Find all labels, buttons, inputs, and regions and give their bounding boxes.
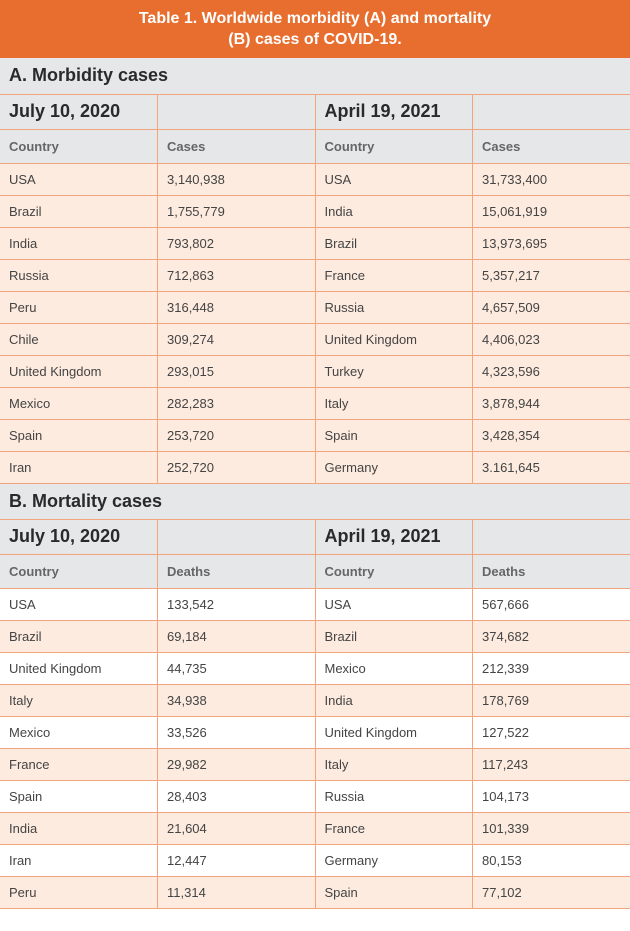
table-row [0,291,630,323]
country-cell: United Kingdom [315,716,473,748]
country-cell: India [0,227,158,259]
value-cell: 374,682 [473,620,630,652]
value-cell: 117,243 [473,748,630,780]
value-cell: 69,184 [158,620,316,652]
date-left: July 10, 2020 [0,94,158,129]
country-cell: USA [315,588,473,620]
value-cell: 34,938 [158,684,316,716]
value-cell: 33,526 [158,716,316,748]
table-row [0,748,630,780]
table-row [0,451,630,483]
value-cell: 133,542 [158,588,316,620]
table-title [0,0,630,58]
country-cell: Mexico [315,652,473,684]
country-cell: United Kingdom [0,355,158,387]
value-cell: 712,863 [158,259,316,291]
value-cell: 3,878,944 [473,387,630,419]
column-header-country: Country [315,129,473,163]
value-cell: 104,173 [473,780,630,812]
section-heading-row [0,483,630,519]
table-row [0,876,630,908]
date-right: April 19, 2021 [315,519,473,554]
date-left: July 10, 2020 [0,519,158,554]
column-header-row [0,129,630,163]
table-row [0,588,630,620]
table-row [0,716,630,748]
covid-table [0,58,630,909]
value-cell: 127,522 [473,716,630,748]
country-cell: France [315,259,473,291]
country-cell: India [0,812,158,844]
value-cell: 77,102 [473,876,630,908]
country-cell: Iran [0,844,158,876]
column-header-country: Country [0,554,158,588]
value-cell: 13,973,695 [473,227,630,259]
section-heading-row [0,58,630,94]
country-cell: Iran [0,451,158,483]
value-cell: 11,314 [158,876,316,908]
value-cell: 178,769 [473,684,630,716]
country-cell: Italy [0,684,158,716]
value-cell: 4,323,596 [473,355,630,387]
table-row [0,780,630,812]
value-cell: 252,720 [158,451,316,483]
country-cell: United Kingdom [315,323,473,355]
value-cell: 253,720 [158,419,316,451]
column-header-country: Country [315,554,473,588]
country-cell: Brazil [0,620,158,652]
date-row [0,519,630,554]
country-cell: India [315,195,473,227]
country-cell: Peru [0,291,158,323]
value-cell: 4,657,509 [473,291,630,323]
section-heading: B. Mortality cases [0,483,630,519]
value-cell: 5,357,217 [473,259,630,291]
value-cell: 15,061,919 [473,195,630,227]
country-cell: Russia [315,780,473,812]
table-row [0,323,630,355]
country-cell: Spain [0,780,158,812]
value-cell: 3,428,354 [473,419,630,451]
country-cell: Mexico [0,387,158,419]
value-cell: 1,755,779 [158,195,316,227]
empty-cell [158,94,316,129]
country-cell: Brazil [315,227,473,259]
country-cell: USA [315,163,473,195]
date-row [0,94,630,129]
value-cell: 309,274 [158,323,316,355]
country-cell: Brazil [0,195,158,227]
value-cell: 4,406,023 [473,323,630,355]
table-title-line2: (B) cases of COVID-19. [228,31,402,48]
country-cell: USA [0,588,158,620]
country-cell: France [0,748,158,780]
column-header-value: Cases [158,129,316,163]
date-right: April 19, 2021 [315,94,473,129]
value-cell: 567,666 [473,588,630,620]
country-cell: Germany [315,451,473,483]
section-heading: A. Morbidity cases [0,58,630,94]
table-row [0,387,630,419]
country-cell: USA [0,163,158,195]
value-cell: 44,735 [158,652,316,684]
table-row [0,652,630,684]
table-row [0,812,630,844]
value-cell: 21,604 [158,812,316,844]
table-row [0,684,630,716]
table-row [0,195,630,227]
value-cell: 29,982 [158,748,316,780]
value-cell: 282,283 [158,387,316,419]
column-header-row [0,554,630,588]
value-cell: 101,339 [473,812,630,844]
value-cell: 3.161,645 [473,451,630,483]
table-row [0,259,630,291]
country-cell: Chile [0,323,158,355]
country-cell: Germany [315,844,473,876]
country-cell: Spain [315,876,473,908]
table-row [0,844,630,876]
country-cell: Spain [0,419,158,451]
table-title-line1: Table 1. Worldwide morbidity (A) and mortality [138,10,492,27]
value-cell: 316,448 [158,291,316,323]
column-header-country: Country [0,129,158,163]
value-cell: 293,015 [158,355,316,387]
country-cell: Turkey [315,355,473,387]
country-cell: Brazil [315,620,473,652]
table-row [0,227,630,259]
country-cell: United Kingdom [0,652,158,684]
table-row [0,620,630,652]
value-cell: 212,339 [473,652,630,684]
country-cell: France [315,812,473,844]
value-cell: 793,802 [158,227,316,259]
table-row [0,355,630,387]
country-cell: Mexico [0,716,158,748]
country-cell: Spain [315,419,473,451]
country-cell: Russia [0,259,158,291]
value-cell: 28,403 [158,780,316,812]
country-cell: India [315,684,473,716]
country-cell: Italy [315,387,473,419]
country-cell: Peru [0,876,158,908]
column-header-value: Deaths [473,554,630,588]
table-row [0,419,630,451]
column-header-value: Deaths [158,554,316,588]
empty-cell [158,519,316,554]
column-header-value: Cases [473,129,630,163]
country-cell: Russia [315,291,473,323]
empty-cell [473,519,630,554]
value-cell: 12,447 [158,844,316,876]
empty-cell [473,94,630,129]
country-cell: Italy [315,748,473,780]
table-row [0,163,630,195]
value-cell: 80,153 [473,844,630,876]
value-cell: 3,140,938 [158,163,316,195]
value-cell: 31,733,400 [473,163,630,195]
